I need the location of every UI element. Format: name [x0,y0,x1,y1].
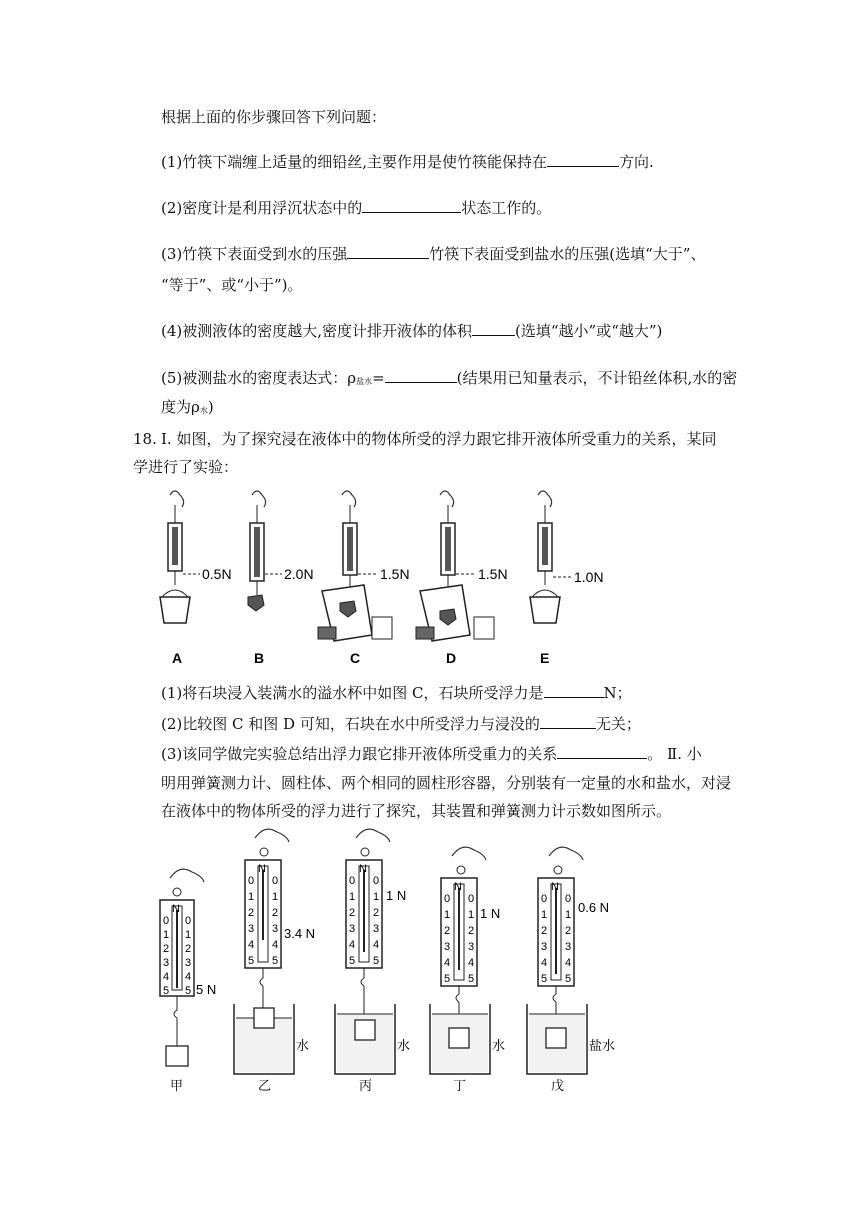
svg-text:1: 1 [541,909,548,921]
svg-text:0: 0 [272,875,279,887]
scale-letter-bing: N [359,863,367,875]
sub2-text: (2)比较图 C 和图 D 可知，石块在水中所受浮力与浸没的 [161,715,540,733]
label-b: B [254,650,265,665]
sub2-tail: 无关； [595,715,641,733]
answer-blank-2[interactable] [362,197,461,213]
sub3-text: (3)该同学做完实验总结出浮力跟它排开液体所受重力的关系 [161,745,558,763]
svg-text:2: 2 [444,925,451,937]
svg-text:1: 1 [565,909,572,921]
scale-letter-yi: N [258,863,266,875]
question-5-line2-text: 度为ρ [161,398,200,416]
equals-sign: = [372,369,385,387]
label-c: C [350,650,361,665]
svg-text:0: 0 [248,875,255,887]
question-1-tail: 方向. [619,153,654,171]
svg-text:5: 5 [373,955,380,967]
svg-text:1: 1 [468,909,475,921]
svg-text:0: 0 [163,915,170,927]
svg-text:2: 2 [349,907,356,919]
sub3-tail: 。 Ⅱ. 小 [647,745,702,763]
answer-blank-5[interactable] [385,367,457,383]
answer-blank-4[interactable] [472,320,515,336]
svg-text:1: 1 [185,929,192,941]
svg-text:0: 0 [468,893,475,905]
reading-wu: 0.6 N [578,900,610,915]
label-jia: 甲 [170,1078,184,1093]
svg-text:4: 4 [248,939,255,951]
reading-a: 0.5N [202,566,232,582]
label-bing: 丙 [359,1078,373,1093]
question-18-sub2 [161,713,641,735]
svg-text:5: 5 [565,973,572,985]
reading-e: 1.0N [574,569,604,585]
figure-buoyancy-scales [0,828,860,1098]
svg-text:4: 4 [272,939,279,951]
question-4-tail: (选填“越小”或“越大”) [515,322,663,340]
scale-a [160,491,200,623]
scale-e [530,491,572,623]
question-3-line2: “等于”、或“小于”)。 [161,276,303,294]
svg-text:0: 0 [349,875,356,887]
svg-text:5: 5 [349,955,356,967]
svg-text:4: 4 [444,957,451,969]
label-wu: 戊 [551,1078,565,1093]
svg-text:2: 2 [185,943,192,955]
svg-text:1: 1 [248,891,255,903]
label-d: D [446,650,457,665]
svg-text:0: 0 [541,893,548,905]
svg-text:2: 2 [468,925,475,937]
svg-text:2: 2 [248,907,255,919]
svg-text:1: 1 [349,891,356,903]
question-5-tail: (结果用已知量表示，不计铅丝体积,水的密 [456,369,738,387]
svg-text:4: 4 [185,971,192,983]
svg-text:4: 4 [349,939,356,951]
svg-text:3: 3 [444,941,451,953]
svg-text:3: 3 [185,957,192,969]
reading-b: 2.0N [284,566,314,582]
svg-text:4: 4 [163,971,170,983]
answer-blank-18-1[interactable] [544,682,604,698]
svg-text:0: 0 [373,875,380,887]
intro-text: 根据上面的你步骤回答下列问题： [161,108,387,126]
svg-text:0: 0 [565,893,572,905]
svg-text:5: 5 [444,973,451,985]
question-3 [161,243,705,265]
svg-text:1: 1 [444,909,451,921]
liquid-bing: 水 [397,1038,411,1053]
svg-text:1: 1 [272,891,279,903]
liquid-wu: 盐水 [589,1038,616,1053]
svg-text:1: 1 [163,929,170,941]
label-yi: 乙 [258,1078,272,1093]
answer-blank-1[interactable] [547,151,619,167]
question-4-text: (4)被测液体的密度越大,密度计排开液体的体积 [161,322,473,340]
svg-text:5: 5 [468,973,475,985]
svg-text:3: 3 [565,941,572,953]
question-5-text: (5)被测盐水的密度表达式：ρ [161,369,357,387]
answer-blank-18-3[interactable] [557,743,647,759]
sub1-tail: N； [603,684,632,702]
label-e: E [540,650,550,665]
svg-text:2: 2 [541,925,548,937]
svg-text:3: 3 [349,923,356,935]
water-subscript: 水 [199,406,208,415]
question-2-text: (2)密度计是利用浮沉状态中的 [161,199,363,217]
answer-blank-3[interactable] [347,243,429,259]
svg-text:2: 2 [373,907,380,919]
question-1 [161,151,654,173]
svg-text:1: 1 [373,891,380,903]
reading-c: 1.5N [380,566,410,582]
svg-text:5: 5 [163,985,170,997]
liquid-ding: 水 [492,1038,506,1053]
reading-d: 1.5N [478,566,508,582]
question-18-number: 18. [133,430,157,448]
reading-bing: 1 N [386,888,407,903]
svg-text:3: 3 [468,941,475,953]
scale-letter-wu: N [551,881,559,893]
question-18-line-b: 明用弹簧测力计、圆柱体、两个相同的圆柱形容器，分别装有一定量的水和盐水，对浸 [161,774,732,792]
answer-blank-18-2[interactable] [540,713,596,729]
svg-text:4: 4 [565,957,572,969]
svg-text:4: 4 [541,957,548,969]
svg-text:3: 3 [541,941,548,953]
sub1-text: (1)将石块浸入装满水的溢水杯中如图 C，石块所受浮力是 [161,684,544,702]
question-4 [161,320,662,342]
svg-text:5: 5 [248,955,255,967]
question-18-sub3 [161,743,702,765]
svg-text:3: 3 [163,957,170,969]
question-3-tail: 竹筷下表面受到盐水的压强(选填“大于”、 [429,245,706,263]
reading-jia: 5 N [196,982,217,997]
svg-text:3: 3 [373,923,380,935]
svg-text:5: 5 [272,955,279,967]
reading-ding: 1 N [480,906,501,921]
svg-text:2: 2 [565,925,572,937]
question-2-tail: 状态工作的。 [461,199,552,217]
svg-text:0: 0 [185,915,192,927]
svg-text:5: 5 [185,985,192,997]
svg-text:3: 3 [248,923,255,935]
question-18-line2: 学进行了实验： [133,458,239,476]
question-5-line2-tail: ) [207,398,214,416]
svg-text:3: 3 [272,923,279,935]
question-18-line1: Ⅰ. 如图，为了探究浸在液体中的物体所受的浮力跟它排开液体所受重力的关系，某同 [161,430,717,448]
question-18-line-c: 在液体中的物体所受的浮力进行了探究，其装置和弹簧测力计示数如图所示。 [161,802,672,820]
question-1-text: (1)竹筷下端缠上适量的细铅丝,主要作用是使竹筷能保持在 [161,153,548,171]
question-5-line2 [161,396,214,422]
svg-text:2: 2 [163,943,170,955]
label-ding: 丁 [453,1078,467,1093]
question-18-sub1 [161,682,632,704]
scale-b [248,491,282,611]
question-2 [161,197,551,219]
svg-text:0: 0 [444,893,451,905]
figure-overflow-experiment [0,485,860,665]
svg-text:5: 5 [541,973,548,985]
svg-text:4: 4 [373,939,380,951]
liquid-yi: 水 [296,1038,310,1053]
label-a: A [172,650,183,665]
scale-letter-jia: N [172,903,180,915]
question-5 [161,367,737,393]
question-3-text: (3)竹筷下表面受到水的压强 [161,245,348,263]
reading-yi: 3.4 N [284,926,316,941]
salt-water-subscript: 盐水 [356,377,373,386]
svg-text:4: 4 [468,957,475,969]
scale-letter-ding: N [454,881,462,893]
svg-text:2: 2 [272,907,279,919]
